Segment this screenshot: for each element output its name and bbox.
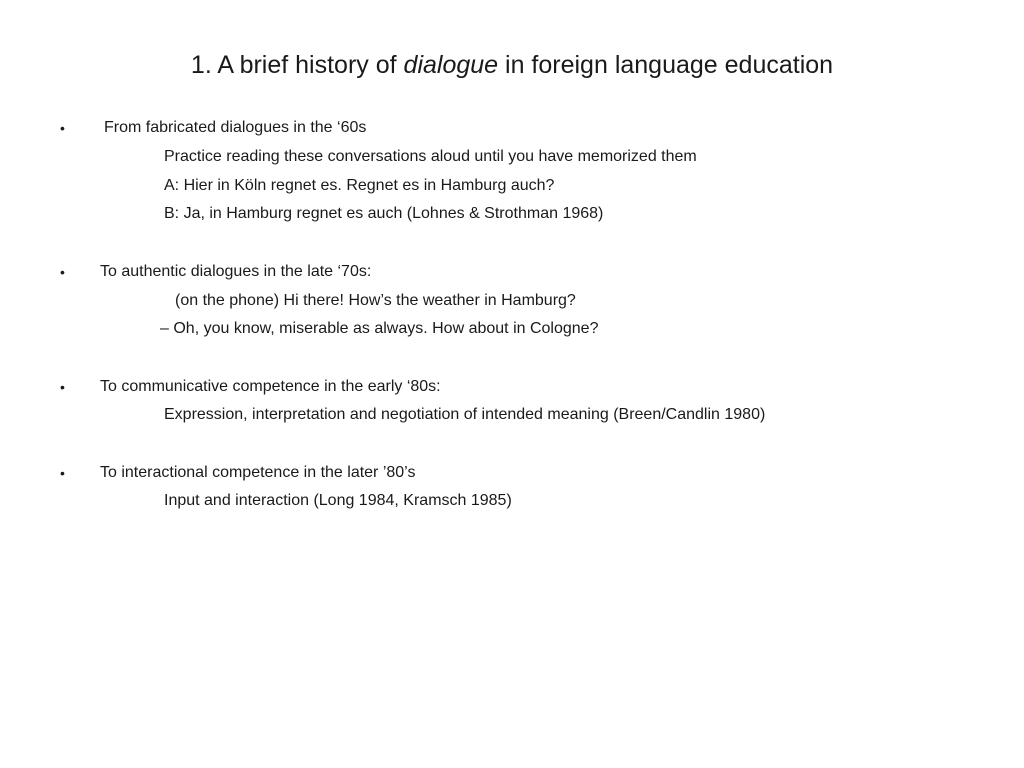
bullet-1: • [60,120,65,136]
bullet-2: • [60,264,65,280]
title-suffix: in foreign language education [498,51,834,79]
section-2-line-1: (on the phone) Hi there! How’s the weather in Hamburg? [175,292,576,309]
section-4-line-1: Input and interaction (Long 1984, Kramsch 1985) [164,492,512,509]
section-1-line-3: B: Ja, in Hamburg regnet es auch (Lohnes & Strothman 1968) [164,205,604,222]
section-2-line-2: – Oh, you know, miserable as always. How about in Cologne? [160,320,599,337]
section-3-line-1: Expression, interpretation and negotiation of intended meaning (Breen/Candlin 1980) [164,406,766,423]
bullet-3: • [60,379,65,395]
section-1-line-2: A: Hier in Köln regnet es. Regnet es in Hamburg auch? [164,177,555,194]
section-1-heading: From fabricated dialogues in the ‘60s [104,119,367,136]
section-3-heading: To communicative competence in the early ‘80s: [100,378,441,395]
section-4-heading: To interactional competence in the later ’80’s [100,464,416,481]
section-1-line-1: Practice reading these conversations aloud until you have memorized them [164,148,697,165]
title-prefix: 1. A brief history of [190,51,404,79]
slide-title [0,48,1024,82]
bullet-4: • [60,465,65,481]
section-2-heading: To authentic dialogues in the late ‘70s: [100,263,372,280]
title-emphasis: dialogue [403,51,499,79]
